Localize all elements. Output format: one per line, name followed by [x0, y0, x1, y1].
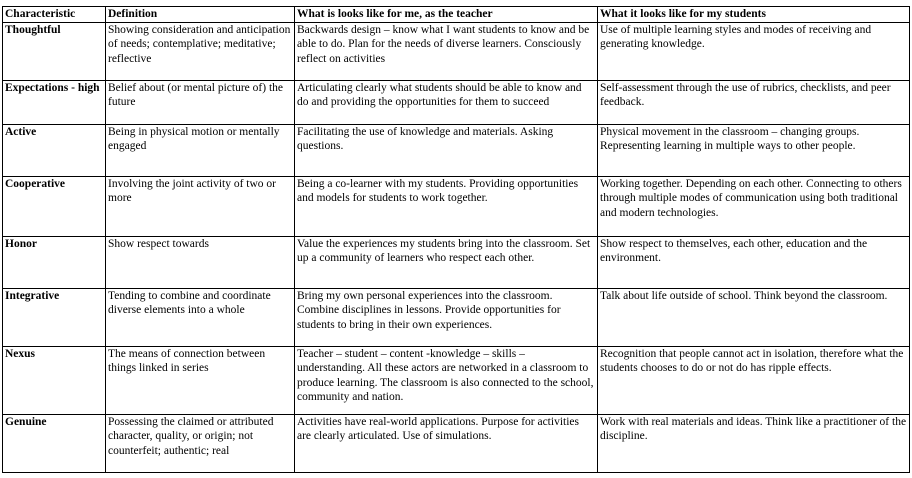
term-cell: Genuine — [3, 414, 106, 472]
teacher-cell: Teacher – student – content -knowledge – skills – understanding. All these actors are networked in a classroom to produce learning. The classroom is also connected to the school, community and nation. — [295, 346, 598, 414]
header-characteristic: Characteristic — [3, 7, 106, 23]
table-row — [3, 124, 910, 176]
term-cell: Cooperative — [3, 176, 106, 236]
header-row — [3, 7, 910, 23]
students-cell: Work with real materials and ideas. Think like a practitioner of the discipline. — [598, 414, 910, 472]
teacher-cell: Facilitating the use of knowledge and materials. Asking questions. — [295, 124, 598, 176]
definition-cell: Possessing the claimed or attributed character, quality, or origin; not counterfeit; authentic; real — [106, 414, 295, 472]
definition-cell: Involving the joint activity of two or more — [106, 176, 295, 236]
table-row — [3, 288, 910, 346]
students-cell: Self-assessment through the use of rubrics, checklists, and peer feedback. — [598, 80, 910, 124]
header-students: What it looks like for my students — [598, 7, 910, 23]
students-cell: Talk about life outside of school. Think beyond the classroom. — [598, 288, 910, 346]
term-cell: Integrative — [3, 288, 106, 346]
table-row — [3, 346, 910, 414]
teacher-cell: Being a co-learner with my students. Providing opportunities and models for students to work together. — [295, 176, 598, 236]
teacher-cell: Activities have real-world applications. Purpose for activities are clearly articulated. Use of simulations. — [295, 414, 598, 472]
term-cell: Expectations - high — [3, 80, 106, 124]
teacher-cell: Value the experiences my students bring into the classroom. Set up a community of learners who respect each other. — [295, 236, 598, 288]
table-row — [3, 22, 910, 80]
students-cell: Show respect to themselves, each other, education and the environment. — [598, 236, 910, 288]
table-row — [3, 236, 910, 288]
term-cell: Active — [3, 124, 106, 176]
students-cell: Use of multiple learning styles and modes of receiving and generating knowledge. — [598, 22, 910, 80]
table-row — [3, 80, 910, 124]
header-definition: Definition — [106, 7, 295, 23]
students-cell: Physical movement in the classroom – changing groups. Representing learning in multiple ways to other people. — [598, 124, 910, 176]
definition-cell: Belief about (or mental picture of) the future — [106, 80, 295, 124]
definition-cell: Being in physical motion or mentally engaged — [106, 124, 295, 176]
term-cell: Nexus — [3, 346, 106, 414]
header-teacher: What is looks like for me, as the teacher — [295, 7, 598, 23]
table-row — [3, 414, 910, 472]
table-row — [3, 176, 910, 236]
definition-cell: Show respect towards — [106, 236, 295, 288]
definition-cell: Tending to combine and coordinate diverse elements into a whole — [106, 288, 295, 346]
students-cell: Recognition that people cannot act in isolation, therefore what the students chooses to do or not do has ripple effects. — [598, 346, 910, 414]
teacher-cell: Articulating clearly what students should be able to know and do and providing the opportunities for them to succeed — [295, 80, 598, 124]
definition-cell: Showing consideration and anticipation of needs; contemplative; meditative; reflective — [106, 22, 295, 80]
term-cell: Honor — [3, 236, 106, 288]
definition-cell: The means of connection between things linked in series — [106, 346, 295, 414]
term-cell: Thoughtful — [3, 22, 106, 80]
teacher-cell: Bring my own personal experiences into the classroom. Combine disciplines in lessons. Provide opportunities for students to bring in their own experiences. — [295, 288, 598, 346]
students-cell: Working together. Depending on each other. Connecting to others through multiple modes of communication using both traditional and modern technologies. — [598, 176, 910, 236]
teacher-cell: Backwards design – know what I want students to know and be able to do. Plan for the needs of diverse learners. Consciously reflect on activities — [295, 22, 598, 80]
characteristics-table — [2, 6, 910, 473]
